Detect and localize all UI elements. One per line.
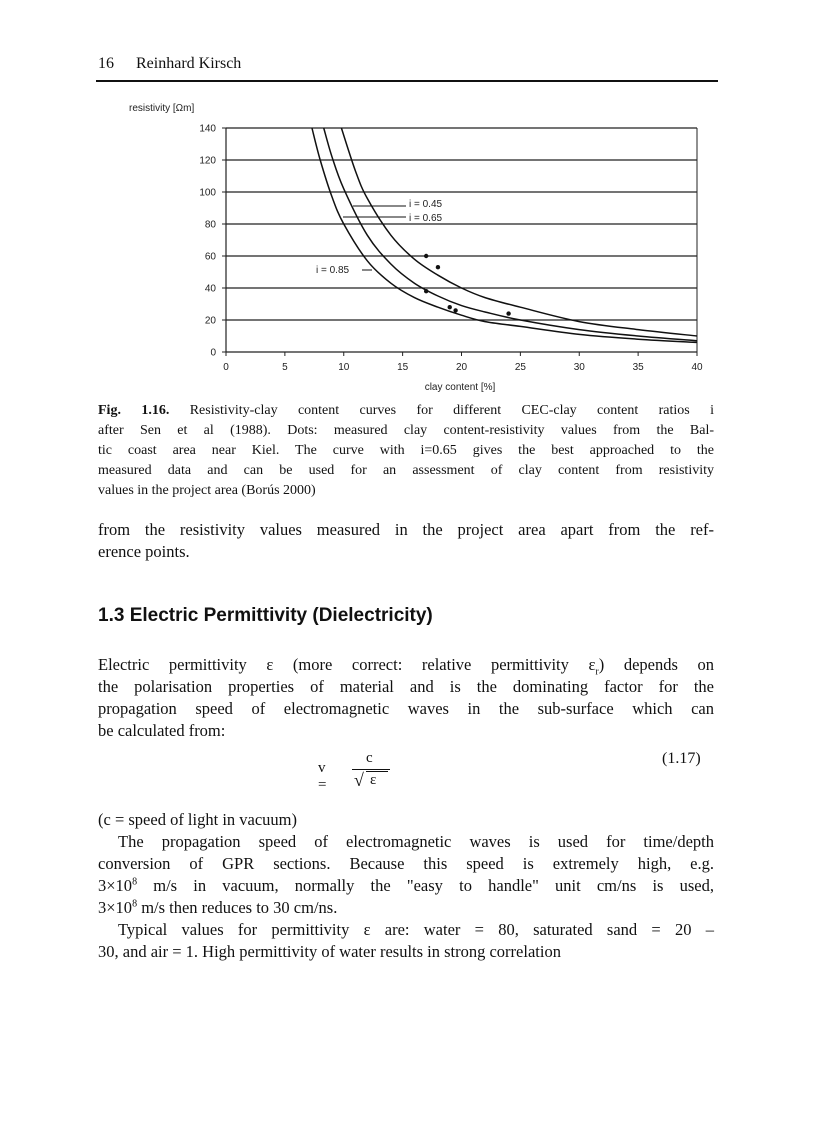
caption-line — [98, 401, 714, 421]
superscript: 8 — [132, 898, 138, 910]
x-tick-label: 35 — [632, 362, 644, 373]
caption-line: values in the project area (Borús 2000) — [98, 483, 316, 498]
x-tick-label: 25 — [514, 362, 526, 373]
caption-line: after Sen et al (1988). Dots: measured clay content-resistivity values from the Bal- — [98, 423, 714, 438]
body-line: propagation speed of electromagnetic waves in the sub-surface which can — [98, 699, 714, 718]
body-line: (c = speed of light in vacuum) — [98, 810, 297, 829]
x-axis-label: clay content [%] — [424, 382, 496, 393]
body-line: be calculated from: — [98, 721, 226, 740]
body-line — [98, 875, 714, 897]
resistivity-clay-chart — [0, 0, 816, 400]
x-tick-label: 5 — [282, 362, 288, 373]
body-line: The propagation speed of electromagnetic waves is used for time/depth — [118, 832, 714, 851]
x-tick-label: 0 — [223, 362, 229, 373]
superscript: 8 — [132, 876, 138, 888]
equation-number: (1.17) — [662, 750, 701, 767]
author: Reinhard Kirsch — [136, 55, 242, 72]
page-number: 16 — [98, 55, 114, 72]
curve-label: i = 0.45 — [409, 199, 443, 210]
y-tick-label: 40 — [204, 283, 216, 295]
body-line: Typical values for permittivity ε are: water = 80, saturated sand = 20 – — [118, 920, 714, 939]
body-line — [98, 654, 714, 676]
series-curve — [341, 128, 697, 336]
measured-point — [424, 289, 428, 293]
body-line: 30, and air = 1. High permittivity of water results in strong correlation — [98, 942, 561, 961]
body-line: the polarisation properties of material and is the dominating factor for the — [98, 677, 714, 696]
caption-line: measured data and can be used for an assessment of clay content from resistivity — [98, 463, 714, 478]
curve-label: i = 0.65 — [409, 213, 443, 224]
subscript: r — [595, 666, 599, 678]
equation-lhs: v = — [318, 760, 327, 793]
body-line: from the resistivity values measured in the project area apart from the ref- — [98, 520, 714, 539]
text: m/s then reduces to 30 cm/ns. — [137, 898, 338, 917]
y-tick-label: 100 — [199, 187, 216, 199]
x-tick-label: 40 — [691, 362, 703, 373]
measured-point — [424, 254, 428, 258]
text: 3×10 — [98, 876, 133, 895]
caption-line: tic coast area near Kiel. The curve with i=0.65 gives the best approached to the — [98, 443, 714, 458]
text: ) depends on — [598, 655, 714, 674]
y-tick-label: 60 — [204, 251, 216, 263]
x-tick-label: 30 — [573, 362, 585, 373]
x-tick-label: 15 — [397, 362, 409, 373]
sqrt-icon: √ — [354, 770, 364, 790]
section-heading: 1.3 Electric Permittivity (Dielectricity) — [98, 605, 433, 626]
x-tick-label: 20 — [455, 362, 468, 373]
y-axis-label: resistivity [Ωm] — [129, 103, 195, 114]
text: Electric permittivity ε (more correct: relative permittivity ε — [98, 655, 596, 674]
caption-label: Fig. 1.16. — [98, 403, 170, 418]
y-tick-label: 140 — [199, 123, 216, 135]
equation-numerator: c — [366, 750, 373, 766]
text: m/s in vacuum, normally the "easy to handle" unit cm/ns is used, — [137, 876, 714, 895]
body-line — [98, 897, 714, 919]
measured-point — [453, 308, 457, 312]
y-tick-label: 120 — [199, 155, 216, 167]
caption-text: Resistivity-clay content curves for different CEC-clay content ratios i — [169, 403, 714, 418]
body-line: erence points. — [98, 542, 190, 561]
y-tick-label: 20 — [204, 315, 216, 327]
x-tick-label: 10 — [338, 362, 350, 373]
text: 3×10 — [98, 898, 133, 917]
measured-point — [448, 305, 452, 309]
measured-point — [506, 311, 510, 315]
body-line: conversion of GPR sections. Because this speed is extremely high, e.g. — [98, 854, 714, 873]
curve-label: i = 0.85 — [316, 265, 350, 276]
y-tick-label: 80 — [204, 219, 216, 231]
y-tick-label: 0 — [210, 347, 216, 359]
measured-point — [436, 265, 440, 269]
equation-denominator: ε — [370, 772, 377, 788]
